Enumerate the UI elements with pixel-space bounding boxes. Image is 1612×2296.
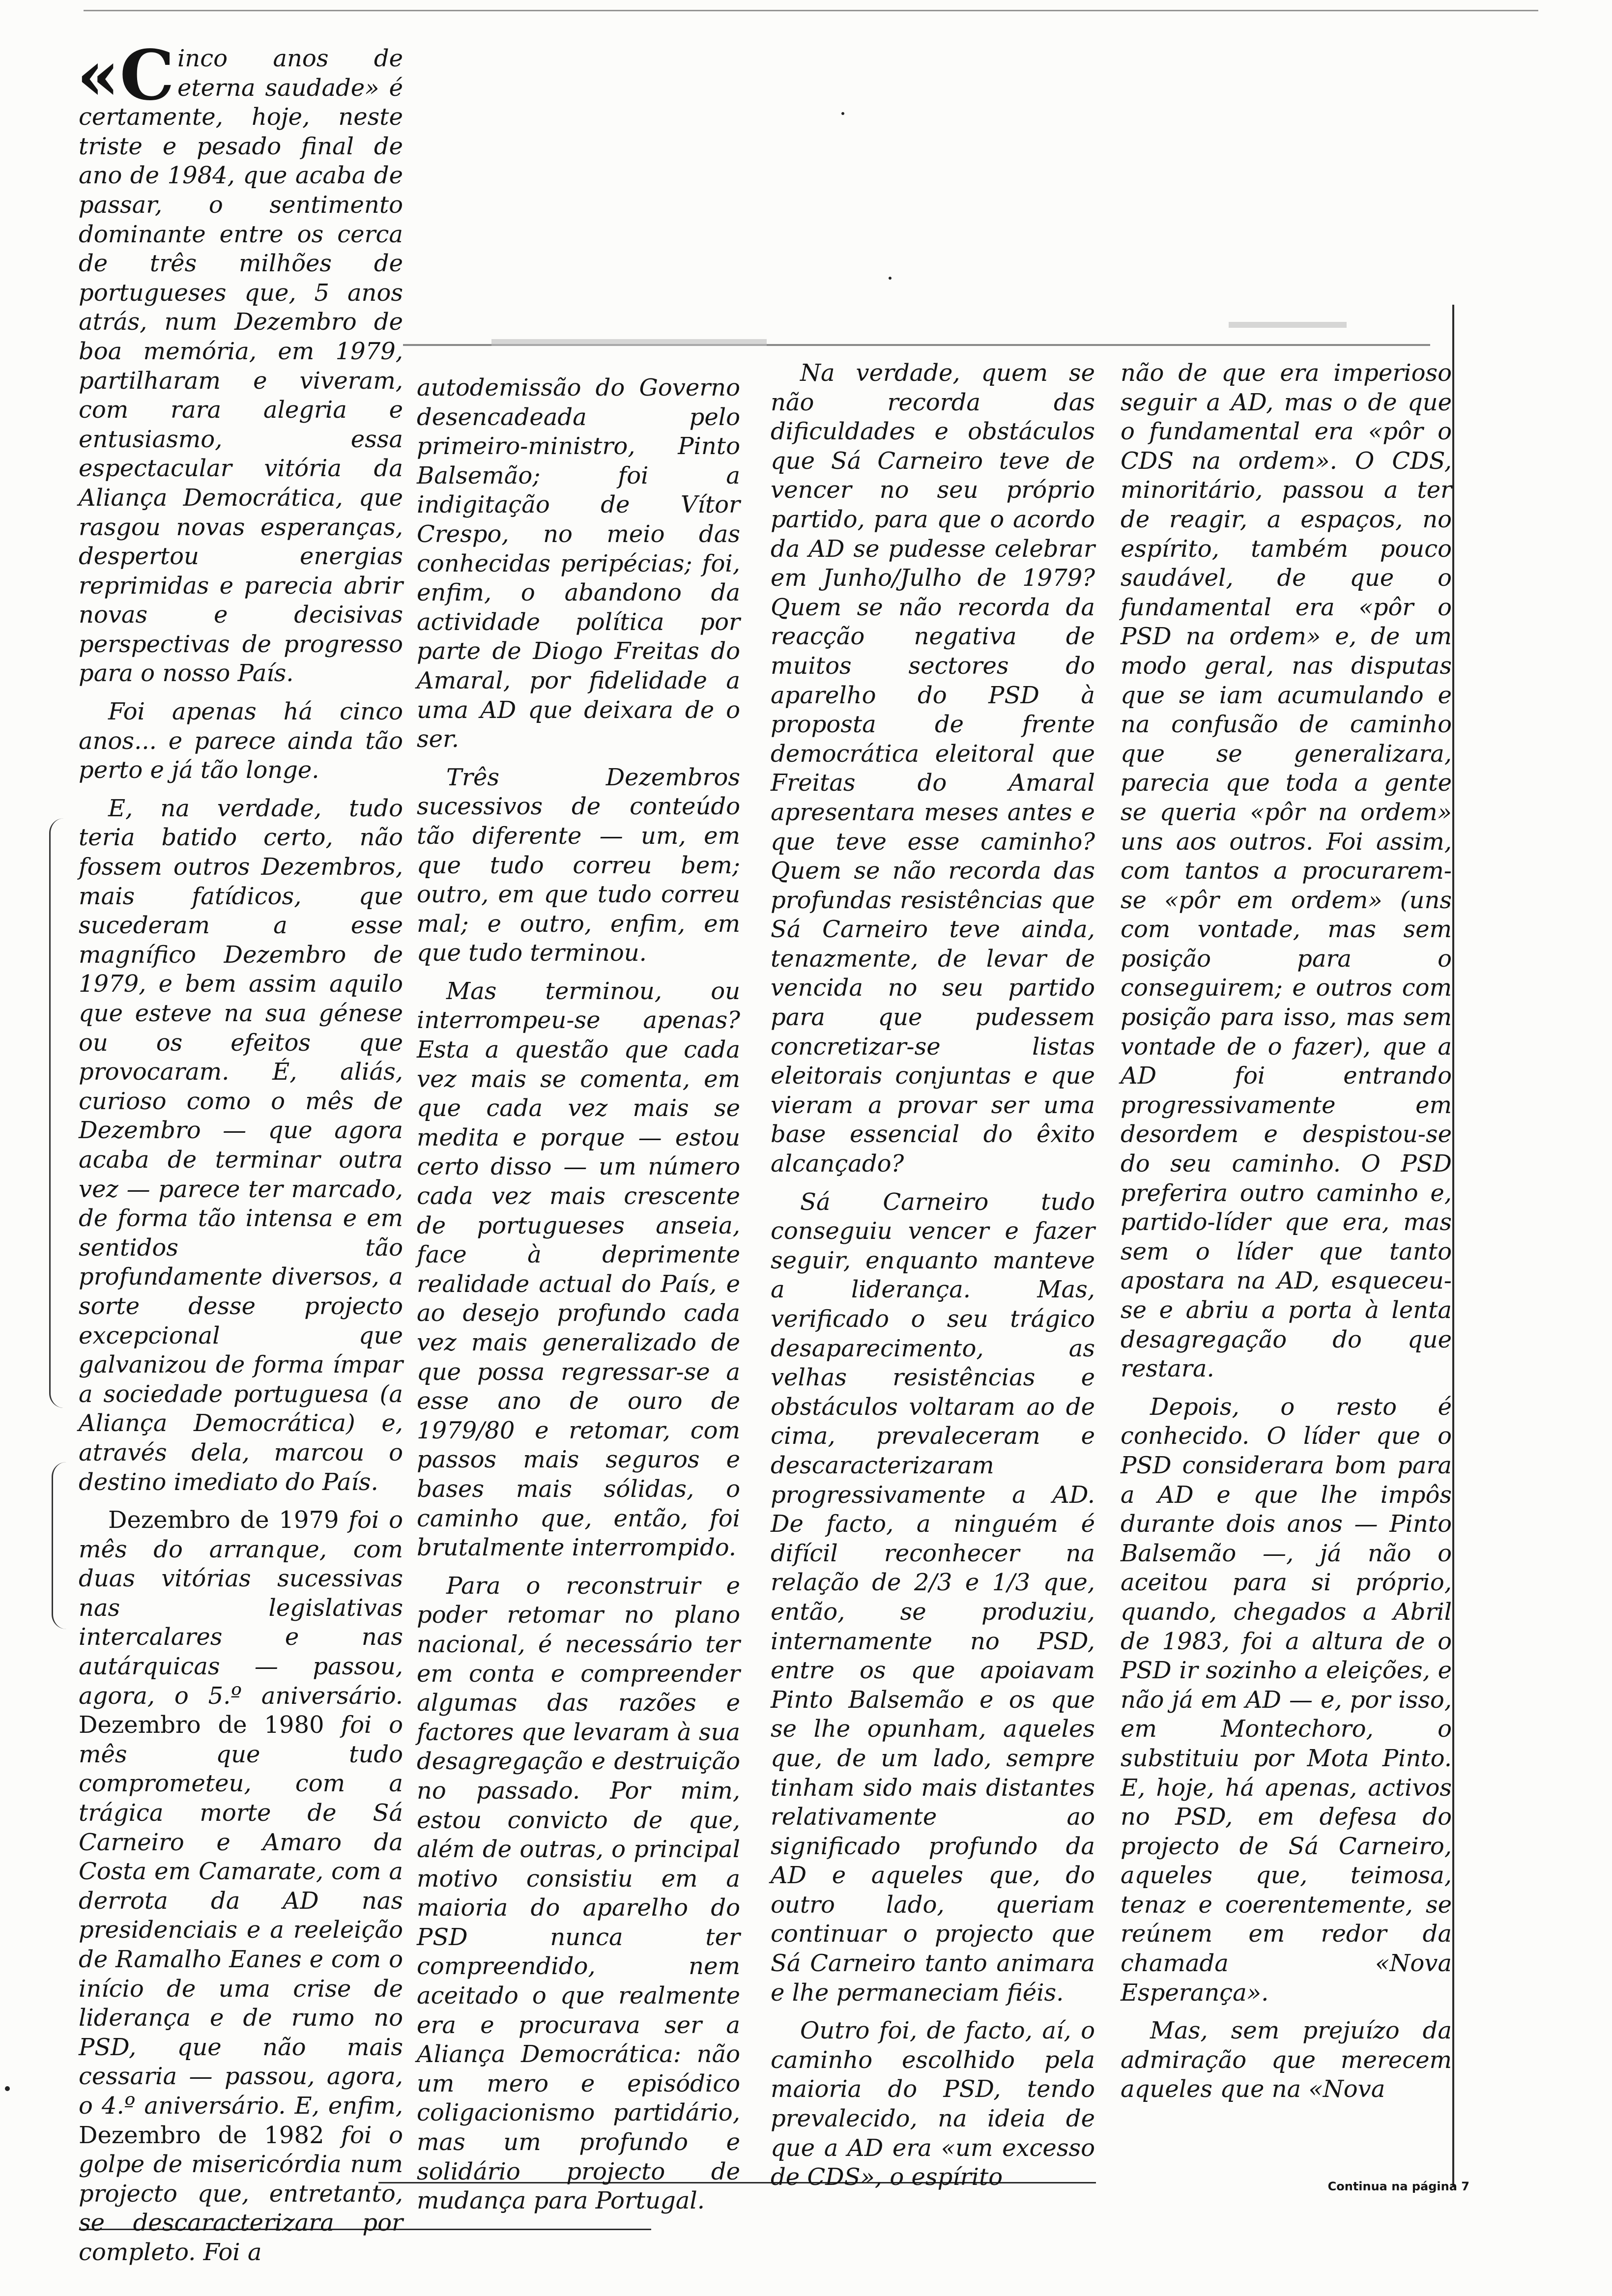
article-column-2 — [417, 373, 740, 2216]
paragraph: Para o reconstruir e poder retomar no plano nacional, é necessário ter em conta e compreender algumas das razões e factores que levaram à sua desagregação e destruição no passado. Por mim, estou convicto de que, além de outras, o principal motivo consistiu em a maioria do aparelho do PSD nunca ter compreendido, nem aceitado o que realmente era e procurava ser a Aliança Democrática: não um mero e episódico coligacionismo partidário, mas um profundo e solidário projecto de mudança para Portugal. — [417, 1572, 740, 2215]
paragraph: Foi apenas há cinco anos... e parece ainda tão perto e já tão longe. — [79, 698, 403, 784]
margin-bracket — [52, 1462, 68, 1629]
paragraph: Na verdade, quem se não recorda das dificuldades e obstáculos que Sá Carneiro teve de vencer no seu próprio partido, para que o acordo da AD se pudesse celebrar em Junho/Julho de 1979? Quem se não recorda da reacção negativa de muitos sectores do aparelho do PSD à proposta de frente democrática eleitoral que Freitas do Amaral apresentara meses antes e que teve esse caminho? Quem se não recorda das profundas resistências que Sá Carneiro teve ainda, tenazmente, de levar de vencida no seu partido para que pudessem concretizar-se listas eleitorais conjuntas e que vieram a provar ser uma base essencial do êxito alcançado? — [771, 359, 1095, 1178]
top-rule — [84, 10, 1538, 11]
paragraph: não de que era imperioso seguir a AD, mas o de que o fundamental era «pôr o CDS na ordem». O CDS, minoritário, passou a ter de reagir, a espaços, no espírito, também pouco saudável, de que o fundamental era «pôr o PSD na ordem» e, de um modo geral, nas disputas que se iam acumulando e na confusão de caminho que se generalizara, parecia que toda a gente se queria «pôr na ordem» uns aos outros. Foi assim, com tantos a procurarem-se «pôr em ordem» (uns com vontade, mas sem posição para o conseguirem; e outros com posição para isso, mas sem vontade de o fazer), que a AD foi entrando progressivamente em desordem e despistou-se do seu caminho. O PSD preferira outro caminho e, partido-líder que era, mas sem o líder que tanto apostara na AD, esqueceu-se e abriu a porta à lenta desagregação do que restara. — [1121, 359, 1452, 1383]
drop-cap: «C — [77, 35, 174, 116]
paragraph: Dezembro de 1979 foi o mês do arranque, com duas vitórias sucessivas nas legislativas intercalares e nas autárquicas — passou, agora, o 5.º aniversário. Dezembro de 1980 foi o mês que tudo comprometeu, com a trágica morte de Sá Carneiro e Amaro da Costa em Camarate, com a derrota da AD nas presidenciais e a reeleição de Ramalho Eanes e com o início de uma crise de liderança e de rumo no PSD, que não mais cessaria — passou, agora, o 4.º aniversário. E, enfim, Dezembro de 1982 foi o golpe de misericórdia num projecto que, entretanto, se descaracterizara por completo. Foi a — [79, 1506, 403, 2266]
paragraph: autodemissão do Governo desencadeada pelo primeiro-ministro, Pinto Balsemão; foi a indigitação de Vítor Crespo, no meio das conhecidas peripécias; foi, enfim, o abandono da actividade política por parte de Diogo Freitas do Amaral, por fidelidade a uma AD que deixara de o ser. — [417, 374, 740, 753]
right-column-rule — [1452, 305, 1454, 2187]
ink-dot — [5, 2086, 10, 2091]
continuation-note: Continua na página 7 — [1327, 2180, 1469, 2193]
print-smudge — [491, 339, 767, 346]
article-column-4 — [1121, 359, 1452, 2104]
paragraph: Outro foi, de facto, aí, o caminho escolhido pela maioria do PSD, tendo prevalecido, na ideia de que a AD era «um excesso de CDS», o espírito — [771, 2017, 1095, 2191]
ink-dot — [889, 277, 892, 280]
paragraph: E, na verdade, tudo teria batido certo, não fossem outros Dezembros, mais fatídicos, que sucederam a esse magnífico Dezembro de 1979, e bem assim aquilo que esteve na sua génese ou os efeitos que provocaram. É, aliás, curioso como o mês de Dezembro — que agora acaba de terminar outra vez — parece ter marcado, de forma tão intensa e em sentidos tão profundamente diversos, a sorte desse projecto excepcional que galvanizou de forma ímpar a sociedade portuguesa (a Aliança Democrática) e, através dela, marcou o destino imediato do País. — [79, 794, 403, 1496]
margin-bracket — [49, 818, 65, 1408]
paragraph: Depois, o resto é conhecido. O líder que o PSD considerara bom para a AD e que lhe impôs durante dois anos — Pinto Balsemão —, já não o aceitou para si próprio, quando, chegados a Abril de 1983, foi a altura de o PSD ir sozinho a eleições, e não já em AD — e, por isso, em Montechoro, o substituiu por Mota Pinto. E, hoje, há apenas, activos no PSD, em defesa do projecto de Sá Carneiro, aqueles que, teimosa, tenaz e coerentemente, se reúnem em redor da chamada «Nova Esperança». — [1121, 1393, 1452, 2007]
paragraph: Três Dezembros sucessivos de conteúdo tão diferente — um, em que tudo correu bem; outro, em que tudo correu mal; e outro, enfim, em que tudo terminou. — [417, 763, 740, 967]
ink-dot — [841, 112, 844, 115]
paragraph: Sá Carneiro tudo conseguiu vencer e fazer seguir, enquanto manteve a liderança. Mas, verificado o seu trágico desaparecimento, as velhas resistências e obstáculos voltaram ao de cima, prevaleceram e descaracterizaram progressivamente a AD. De facto, a ninguém é difícil reconhecer na relação de 2/3 e 1/3 que, então, se produziu, internamente no PSD, entre os que apoiavam Pinto Balsemão e os que se lhe opunham, aqueles que, de um lado, sempre tinham sido mais distantes relativamente ao significado profundo da AD e aqueles que, do outro lado, queriam continuar o projecto que Sá Carneiro tanto animara e lhe permaneciam fiéis. — [771, 1188, 1095, 2007]
article-column-1 — [77, 35, 403, 2267]
print-smudge — [1229, 322, 1347, 328]
article-column-3 — [771, 359, 1095, 2192]
opening-paragraph: «Cinco anos de eterna saudade» é certamente, hoje, neste triste e pesado final de ano de 1984, que acaba de passar, o sentimento dominante entre os cerca de três milhões de portugueses que, 5 anos atrás, num Dezembro de boa memória, em 1979, partilharam e viveram, com rara alegria e entusiasmo, essa espectacular vitória da Aliança Democrática, que rasgou novas esperanças, despertou energias reprimidas e parecia abrir novas e decisivas perspectivas de progresso para o nosso País. — [77, 35, 403, 688]
paragraph: Mas, sem prejuízo da admiração que merecem aqueles que na «Nova — [1121, 2017, 1452, 2103]
paragraph: Mas terminou, ou interrompeu-se apenas? Esta a questão que cada vez mais se comenta, em que cada vez mais se medita e porque — estou certo disso — um número cada vez mais crescente de portugueses anseia, face à deprimente realidade actual do País, e ao desejo profundo cada vez mais generalizado de que possa regressar-se a esse ano de ouro de 1979/80 e retomar, com passos mais seguros e bases mais sólidas, o caminho que, então, foi brutalmente interrompido. — [417, 977, 740, 1562]
